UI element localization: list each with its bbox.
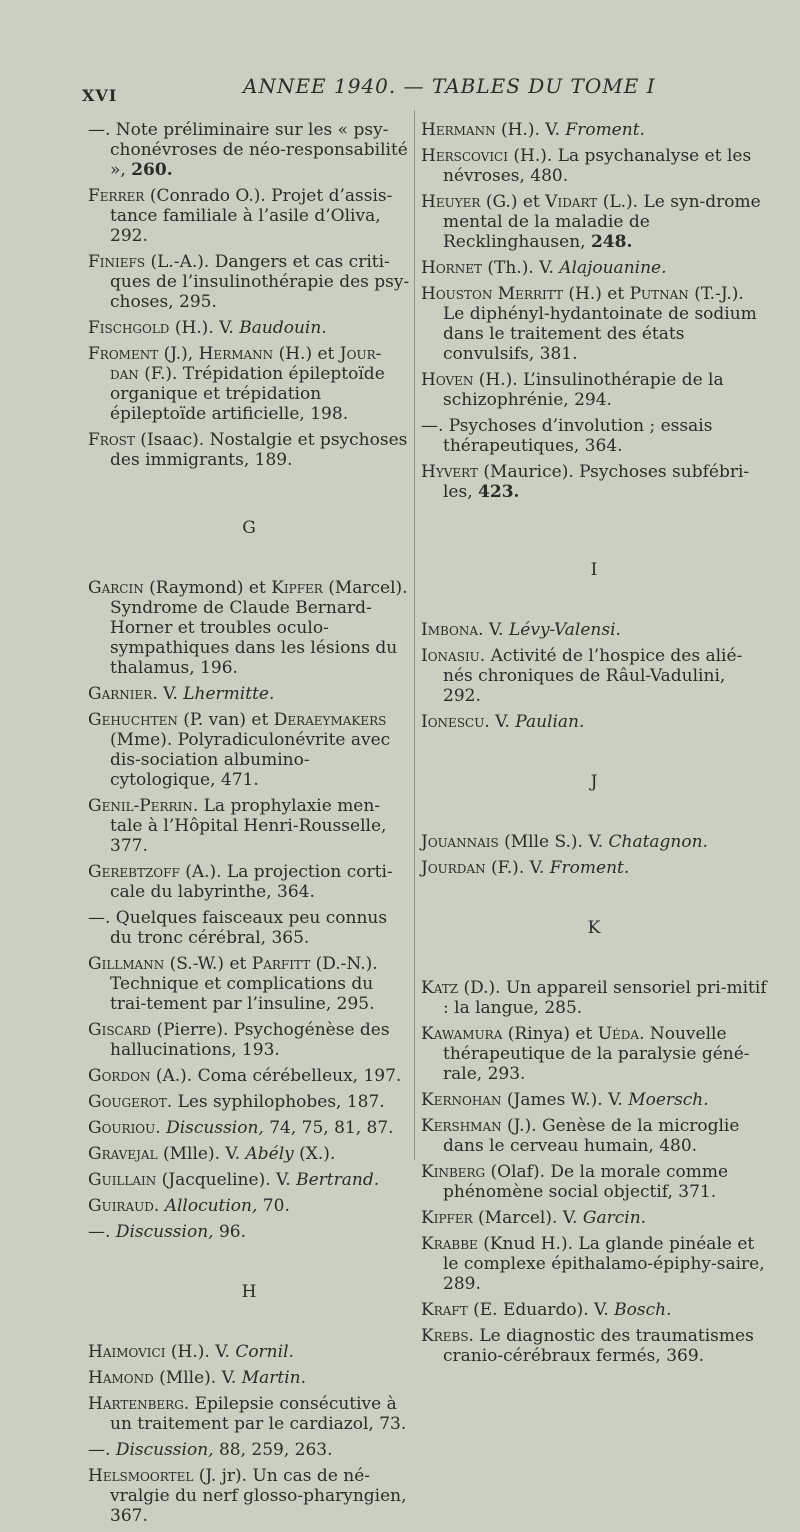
index-entry: [421, 120, 767, 140]
index-entry: [421, 284, 767, 364]
index-entry: [88, 318, 410, 338]
index-entry: [421, 620, 767, 640]
index-entry: [88, 796, 410, 856]
entry-text: (T.-J.). Le diphényl-hydantoinate de sodium dans le traitement des états convulsifs, 381.: [443, 284, 757, 364]
entry-text: (D.). Un appareil sensoriel pri-mitif : la langue, 285.: [443, 978, 767, 1018]
author-name: Gillmann: [88, 954, 165, 974]
author-name: Garcin: [88, 578, 144, 598]
author-name: Kinberg: [421, 1162, 486, 1182]
entry-text: (Marcel). V.: [472, 1208, 583, 1228]
entry-text: (D.-N.). Technique et complications du trai-tement par l’insuline, 295.: [110, 954, 378, 1014]
index-entry: [88, 344, 410, 424]
index-entry: [421, 858, 767, 878]
index-entry: [88, 1196, 410, 1216]
author-name: Gougerot: [88, 1092, 167, 1112]
entry-text: . Epilepsie consécutive à un traitement par le cardiazol, 73.: [110, 1394, 407, 1434]
author-name: Gravejal: [88, 1144, 158, 1164]
author-name: Fischgold: [88, 318, 170, 338]
index-entry: [88, 430, 410, 470]
entry-text: (H.). V.: [495, 120, 566, 140]
entry-text: (James W.). V.: [501, 1090, 629, 1110]
cross-reference: Chatagnon.: [608, 832, 708, 852]
left-column: [88, 120, 410, 1532]
index-entry: [421, 712, 767, 732]
author-name: Houston Merritt: [421, 284, 563, 304]
entry-text: (P. van) et: [177, 710, 274, 730]
entry-text: —. Psychoses d’involution ; essais thérapeutiques, 364.: [421, 416, 713, 456]
author-name: Krabbe: [421, 1234, 478, 1254]
entry-text: (Jacqueline). V.: [156, 1170, 297, 1190]
index-entry: [88, 710, 410, 790]
entry-text: (A.). Coma cérébelleux, 197.: [150, 1066, 402, 1086]
cross-reference: Froment.: [565, 120, 645, 140]
entry-text: .: [155, 1118, 167, 1138]
author-name: Vidart: [545, 192, 598, 212]
entry-text: . La prophylaxie men-tale à l’Hôpital Henri-Rousselle, 377.: [110, 796, 387, 856]
author-name: Finiefs: [88, 252, 146, 272]
entry-text: (Mlle S.). V.: [498, 832, 609, 852]
entry-text: —.: [88, 1222, 116, 1242]
author-name: Jourdan: [421, 858, 486, 878]
right-column: [421, 120, 767, 1372]
index-entry: [88, 1440, 410, 1460]
author-name: Herscovici: [421, 146, 508, 166]
entry-text: . Le diagnostic des traumatismes cranio-cérébraux fermés, 369.: [443, 1326, 754, 1366]
index-entry: [421, 462, 767, 502]
entry-text: (X.).: [293, 1144, 336, 1164]
author-name: Froment: [88, 344, 159, 364]
cross-reference: Moersch.: [628, 1090, 709, 1110]
author-name: Gehuchten: [88, 710, 178, 730]
author-name: Parfitt: [251, 954, 311, 974]
entry-text: (H.). V.: [165, 1342, 236, 1362]
author-name: Guillain: [88, 1170, 157, 1190]
entry-text: (L.-A.). Dangers et cas criti-ques de l’insulinothérapie des psy-choses, 295.: [110, 252, 410, 312]
index-entry: [88, 1144, 410, 1164]
entry-text: . V.: [484, 712, 516, 732]
page-reference: 423.: [478, 482, 520, 502]
entry-text: (G.) et: [480, 192, 546, 212]
entry-text: (Conrado O.). Projet d’assis-tance familiale à l’asile d’Oliva, 292.: [110, 186, 393, 246]
entry-text: (J.),: [158, 344, 199, 364]
index-entry: [88, 1066, 410, 1086]
author-name: Helsmoortel: [88, 1466, 194, 1486]
cross-reference: Bosch.: [614, 1300, 672, 1320]
cross-reference: Cornil.: [235, 1342, 294, 1362]
entry-text: .: [153, 1196, 165, 1216]
index-entry: [88, 186, 410, 246]
cross-reference: Lhermitte.: [183, 684, 275, 704]
index-entry: [88, 1170, 410, 1190]
entry-text: —. Note préliminaire sur les « psy-chonévroses de néo-responsabilité »,: [88, 120, 408, 180]
author-name: Putnan: [629, 284, 689, 304]
index-entry: [88, 1342, 410, 1362]
entry-text: . Activité de l’hospice des alié-nés chroniques de Râul-Vadulini, 292.: [443, 646, 743, 706]
index-entry: [421, 258, 767, 278]
section-letter: I: [590, 560, 598, 580]
author-name: Heuyer: [421, 192, 481, 212]
index-entry: [421, 1090, 767, 1110]
entry-text: (Pierre). Psychogénèse des hallucinations, 193.: [110, 1020, 390, 1060]
index-entry: [421, 192, 767, 252]
section-letter: G: [242, 518, 256, 538]
index-entry: [421, 1300, 767, 1320]
entry-text: (E. Eduardo). V.: [467, 1300, 615, 1320]
author-name: Hoven: [421, 370, 474, 390]
entry-text: (Mlle). V.: [153, 1368, 242, 1388]
author-name: Imbona: [421, 620, 479, 640]
entry-text: (Isaac). Nostalgie et psychoses des immigrants, 189.: [110, 430, 408, 470]
column-divider: [414, 110, 415, 1160]
author-name: Ferrer: [88, 186, 145, 206]
entry-text: (L.). Le syn-drome mental de la maladie de Recklinghausen,: [443, 192, 761, 252]
index-entry: [88, 1368, 410, 1388]
entry-text: —. Quelques faisceaux peu connus du tronc cérébral, 365.: [88, 908, 388, 948]
author-name: Jouannais: [421, 832, 499, 852]
author-name: Kawamura: [421, 1024, 503, 1044]
page-reference: 260.: [131, 160, 173, 180]
entry-text: . Nouvelle thérapeutique de la paralysie géné-rale, 293.: [443, 1024, 750, 1084]
index-entry: [88, 908, 410, 948]
index-entry: [88, 862, 410, 902]
entry-text: (S.-W.) et: [164, 954, 252, 974]
cross-reference: Alajouanine.: [559, 258, 667, 278]
author-name: Kershman: [421, 1116, 502, 1136]
entry-text: 88, 259, 263.: [213, 1440, 333, 1460]
entry-text: 96.: [213, 1222, 246, 1242]
entry-text: (H.). La psychanalyse et les névroses, 480.: [443, 146, 752, 186]
author-name: Hamond: [88, 1368, 154, 1388]
entry-text: (Raymond) et: [143, 578, 272, 598]
entry-text: (H.) et: [273, 344, 340, 364]
entry-text: (Knud H.). La glande pinéale et le complexe épithalamo-épiphy-saire, 289.: [443, 1234, 765, 1294]
running-head: ANNEE 1940. — TABLES DU TOME I: [243, 74, 656, 98]
author-name: Genil-Perrin: [88, 796, 193, 816]
index-entry: [88, 120, 410, 180]
page-reference: 248.: [590, 232, 633, 252]
author-name: Frost: [88, 430, 135, 450]
entry-text: (F.). V.: [485, 858, 550, 878]
entry-text: (Maurice). Psychoses subfébri-les,: [443, 462, 750, 502]
entry-text: (A.). La projection corti-cale du labyrinthe, 364.: [110, 862, 393, 902]
entry-text: (H.). V.: [169, 318, 240, 338]
author-name: Guiraud: [88, 1196, 154, 1216]
index-entry: [421, 1234, 767, 1294]
entry-text: 70.: [257, 1196, 290, 1216]
entry-text: (H.). L’insulinothérapie de la schizophrénie, 294.: [443, 370, 724, 410]
author-name: Hartenberg: [88, 1394, 184, 1414]
author-name: Giscard: [88, 1020, 152, 1040]
cross-reference: Allocution,: [164, 1196, 258, 1216]
index-entry: [88, 252, 410, 312]
author-name: Uéda: [597, 1024, 640, 1044]
page-header: [0, 74, 800, 104]
cross-reference: Martin.: [241, 1368, 306, 1388]
entry-text: (H.) et: [562, 284, 630, 304]
index-entry: [421, 1208, 767, 1228]
section-letter: H: [241, 1282, 257, 1302]
index-entry: [421, 1024, 767, 1084]
author-name: Deraeymakers: [273, 710, 387, 730]
entry-text: (Th.). V.: [481, 258, 560, 278]
author-name: Haimovici: [88, 1342, 166, 1362]
cross-reference: Garcin.: [582, 1208, 647, 1228]
index-entry: [88, 1394, 410, 1434]
author-name: Gerebtzoff: [88, 862, 180, 882]
author-name: Hornet: [421, 258, 482, 278]
page-number: XVI: [82, 86, 118, 105]
index-entry: [421, 146, 767, 186]
entry-text: . Les syphilophobes, 187.: [166, 1092, 385, 1112]
index-entry: [88, 578, 410, 678]
entry-text: (J. jr). Un cas de né-vralgie du nerf glosso-pharyngien, 367.: [110, 1466, 407, 1526]
author-name: Kipfer: [271, 578, 323, 598]
entry-text: (J.). Genèse de la microglie dans le cerveau humain, 480.: [443, 1116, 740, 1156]
cross-reference: Discussion,: [115, 1222, 214, 1242]
cross-reference: Abély: [245, 1144, 294, 1164]
cross-reference: Baudouin.: [239, 318, 327, 338]
index-entry: [421, 832, 767, 852]
entry-text: . V.: [152, 684, 184, 704]
index-entry: [88, 1466, 410, 1526]
cross-reference: Froment.: [549, 858, 630, 878]
author-name: Ionescu: [421, 712, 485, 732]
index-entry: [421, 370, 767, 410]
author-name: Kraft: [421, 1300, 468, 1320]
entry-text: . V.: [478, 620, 509, 640]
cross-reference: Lévy-Valensi.: [508, 620, 621, 640]
entry-text: (Rinya) et: [502, 1024, 598, 1044]
cross-reference: Paulian.: [515, 712, 585, 732]
cross-reference: Discussion,: [166, 1118, 264, 1138]
entry-text: (Marcel). Syndrome de Claude Bernard-Horner et troubles oculo-sympathiques dans les lésions du thalamus, 196.: [110, 578, 408, 678]
author-name: Hermann: [421, 120, 496, 140]
index-entry: [421, 1162, 767, 1202]
author-name: Krebs: [421, 1326, 469, 1346]
author-name: Kernohan: [421, 1090, 502, 1110]
author-name: Kipfer: [421, 1208, 473, 1228]
entry-text: 74, 75, 81, 87.: [263, 1118, 394, 1138]
author-name: Jour-dan: [110, 344, 382, 384]
section-letter: J: [590, 772, 598, 792]
entry-text: —.: [88, 1440, 116, 1460]
cross-reference: Discussion,: [115, 1440, 214, 1460]
author-name: Ionasiu: [421, 646, 480, 666]
entry-text: (Mme). Polyradiculonévrite avec dis-sociation albumino-cytologique, 471.: [110, 730, 391, 790]
entry-text: (Olaf). De la morale comme phénomène social objectif, 371.: [443, 1162, 729, 1202]
author-name: Garnier: [88, 684, 153, 704]
entry-text: (Mlle). V.: [157, 1144, 246, 1164]
author-name: Gouriou: [88, 1118, 156, 1138]
cross-reference: Bertrand.: [296, 1170, 380, 1190]
author-name: Katz: [421, 978, 459, 998]
index-entry: [421, 646, 767, 706]
author-name: Hyvert: [421, 462, 479, 482]
index-entry: [421, 416, 767, 456]
author-name: Hermann: [198, 344, 274, 364]
author-name: Gordon: [88, 1066, 151, 1086]
index-entry: [88, 954, 410, 1014]
index-entry: [88, 1092, 410, 1112]
section-letter: K: [587, 918, 601, 938]
index-entry: [88, 1118, 410, 1138]
index-entry: [88, 1222, 410, 1242]
index-entry: [421, 1326, 767, 1366]
index-entry: [421, 978, 767, 1018]
index-entry: [421, 1116, 767, 1156]
index-entry: [88, 1020, 410, 1060]
entry-text: (F.). Trépidation épileptoïde organique et trépidation épileptoïde artificielle, 198.: [110, 364, 385, 424]
index-entry: [88, 684, 410, 704]
